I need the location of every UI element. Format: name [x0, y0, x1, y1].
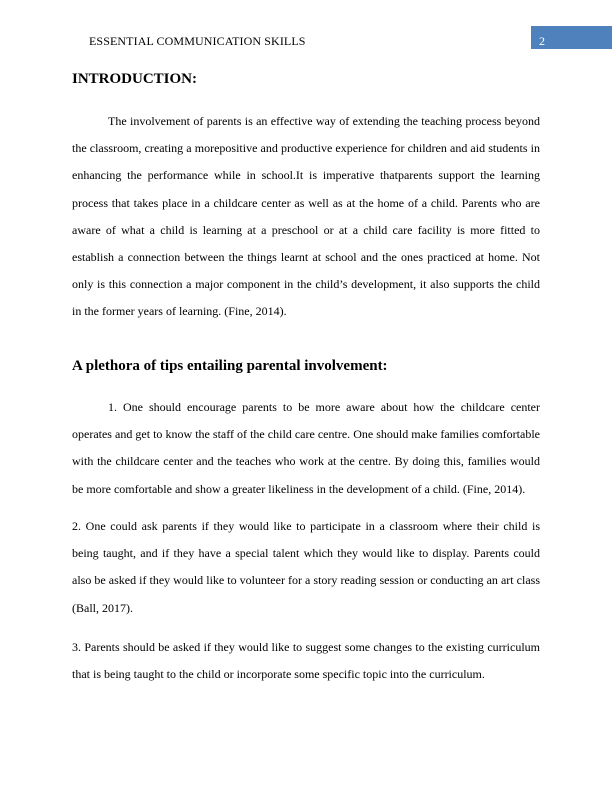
page-number-underline — [531, 48, 612, 49]
page-number: 2 — [539, 34, 545, 48]
tip-item-3: 3. Parents should be asked if they would like to suggest some changes to the existing curriculum that is being taught to the child or incorporate some specific topic into the curriculum. — [72, 640, 540, 682]
tip-item-1: 1. One should encourage parents to be more aware about how the childcare center operates and get to know the staff of the child care centre. One should make families comfortable with the childcare center and the teaches who work at the centre. By doing this, families would be more comfortable and show a greater likeliness in the development of a child. (Fine, 2014). — [72, 400, 540, 496]
page-number-box — [531, 26, 612, 48]
running-head: ESSENTIAL COMMUNICATION SKILLS — [89, 34, 306, 48]
tips-heading: A plethora of tips entailing parental involvement: — [72, 358, 388, 374]
introduction-heading: INTRODUCTION: — [72, 71, 198, 87]
introduction-paragraph: The involvement of parents is an effective way of extending the teaching process beyond the classroom, creating a morepositive and productive experience for children and aid students in enhancing the performance while in school.It is imperative thatparents support the learning process that takes place in a childcare center as well as at the home of a child. Parents who are aware of what a child is learning at a preschool or at a child care facility is more fitted to establish a connection between the things learnt at school and the ones practiced at home. Not only is this connection a major component in the child’s development, it also supports the child in the former years of learning. (Fine, 2014). — [72, 114, 540, 319]
tip-item-2: 2. One could ask parents if they would like to participate in a classroom where their child is being taught, and if they have a special talent which they would like to display. Parents could also be asked if they would like to volunteer for a story reading session or conducting an art class (Ball, 2017). — [72, 519, 540, 615]
